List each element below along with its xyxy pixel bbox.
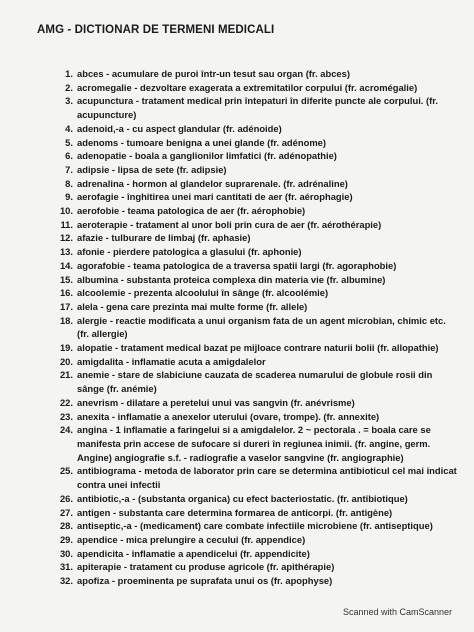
list-item <box>55 94 460 121</box>
entry-text: alcoolemie - prezenta alcoolului în sânge (fr. alcoolémie) <box>77 287 329 299</box>
entry-text: apiterapie - tratament cu produse agricole (fr. apithérapie) <box>77 561 335 573</box>
list-item <box>55 341 460 355</box>
entry-number: 2. <box>65 81 73 93</box>
list-item <box>55 67 460 81</box>
entry-text: adipsie - lipsa de sete (fr. adipsie) <box>77 163 227 175</box>
entry-number: 17. <box>59 300 73 312</box>
entry-text: antiseptic,-a - (medicament) care combate infectiile microbiene (fr. antiseptique) <box>77 520 433 532</box>
entry-number: 1. <box>65 68 73 79</box>
list-item <box>55 506 460 520</box>
entry-number: 12. <box>59 232 73 244</box>
list-item <box>55 314 460 341</box>
entry-text: adenoid,-a - cu aspect glandular (fr. adénoide) <box>77 122 282 134</box>
entry-text: adenopatie - boala a ganglionilor limfatici (fr. adénopathie) <box>77 150 337 162</box>
entry-number: 29. <box>59 533 73 545</box>
entry-text: adenoms - tumoare benigna a unei glande (fr. adénome) <box>77 136 326 148</box>
entry-number: 9. <box>65 191 73 203</box>
list-item <box>55 410 460 424</box>
list-item <box>55 190 460 204</box>
entry-number: 16. <box>59 287 73 299</box>
list-item <box>55 177 460 191</box>
entry-number: 25. <box>59 465 73 477</box>
list-item <box>55 273 460 287</box>
list-item <box>55 286 460 300</box>
entry-number: 27. <box>59 506 73 518</box>
list-item <box>55 547 460 561</box>
entry-text: aerofagie - înghitirea unei mari cantitati de aer (fr. aérophagie) <box>77 191 353 203</box>
entry-text: acupunctura - tratament medical prin întepaturi în diferite puncte ale corpului. (fr. acupuncture) <box>77 95 438 121</box>
entry-number: 32. <box>59 575 73 587</box>
entry-text: afazie - tulburare de limbaj (fr. aphasie) <box>77 232 251 244</box>
list-item <box>55 245 460 259</box>
list-item <box>55 492 460 506</box>
entry-number: 8. <box>65 177 73 189</box>
entry-number: 26. <box>59 492 73 504</box>
entry-text: antigen - substanta care determina formarea de anticorpi. (fr. antigène) <box>77 506 393 518</box>
entry-number: 3. <box>65 95 73 107</box>
entry-number: 10. <box>59 205 73 217</box>
list-item <box>55 574 460 588</box>
list-item <box>55 368 460 395</box>
entry-number: 11. <box>60 218 73 230</box>
entry-text: aeroterapie - tratament al unor boli prin cura de aer (fr. aérothérapie) <box>77 218 382 230</box>
entry-text: agorafobie - teama patologica de a traversa spatii largi (fr. agoraphobie) <box>77 259 397 271</box>
entry-text: anevrism - dilatare a peretelui unui vas sangvin (fr. anévrisme) <box>77 396 355 408</box>
entry-text: alopatie - tratament medical bazat pe mijloace contrare naturii bolii (fr. allopathie) <box>77 342 439 354</box>
entry-text: antibiotic,-a - (substanta organica) cu efect bacteriostatic. (fr. antibiotique) <box>77 492 408 504</box>
list-item <box>55 231 460 245</box>
entry-number: 13. <box>59 246 73 258</box>
entry-text: apendice - mica prelungire a cecului (fr. appendice) <box>77 533 306 545</box>
entry-number: 21. <box>59 369 73 381</box>
list-item <box>55 149 460 163</box>
list-item <box>55 136 460 150</box>
entry-number: 30. <box>59 547 73 559</box>
entry-number: 28. <box>59 520 73 532</box>
list-item <box>55 355 460 369</box>
entry-text: angina - 1 inflamatie a faringelui si a amigdalelor. 2 ~ pectorala . = boala care se manifesta prin accese de sufocare si dureri în regiunea inimii. (fr. angine, germ. Angine) angiografie s.f. - radiografie a vaselor sangvine (fr. angiographie) <box>77 424 431 463</box>
list-item <box>55 300 460 314</box>
list-item <box>55 396 460 410</box>
entry-number: 14. <box>59 259 73 271</box>
entry-number: 31. <box>59 561 73 573</box>
entry-text: anexita - inflamatie a anexelor uterului (ovare, trompe). (fr. annexite) <box>77 410 380 422</box>
list-item <box>55 423 460 464</box>
entry-number: 19. <box>59 342 73 354</box>
entry-text: apendicita - inflamatie a apendicelui (fr. appendicite) <box>77 547 310 559</box>
entry-number: 23. <box>59 410 73 422</box>
entry-text: antibiograma - metoda de laborator prin care se determina antibioticul cel mai indicat contra unei infectii <box>77 465 457 491</box>
entry-number: 15. <box>59 273 73 285</box>
entry-number: 20. <box>59 355 73 367</box>
list-item <box>55 519 460 533</box>
list-item <box>55 218 460 232</box>
page-title: AMG - DICTIONAR DE TERMENI MEDICALI <box>37 24 275 36</box>
entry-number: 7. <box>65 163 73 175</box>
list-item <box>55 81 460 95</box>
entry-text: apofiza - proeminenta pe suprafata unui os (fr. apophyse) <box>77 575 333 587</box>
list-item <box>55 464 460 491</box>
entry-text: acromegalie - dezvoltare exagerata a extremitatilor corpului (fr. acromégalie) <box>77 81 418 93</box>
list-item <box>55 560 460 574</box>
list-item <box>55 533 460 547</box>
entry-number: 24. <box>59 424 73 436</box>
entry-number: 5. <box>65 136 73 148</box>
entry-text: albumina - substanta proteica complexa din materia vie (fr. albumine) <box>77 273 386 285</box>
entry-text: abces - acumulare de puroi într-un tesut sau organ (fr. abces) <box>77 68 350 79</box>
entry-number: 22. <box>59 396 73 408</box>
entry-number: 4. <box>65 122 73 134</box>
list-item <box>55 163 460 177</box>
list-item <box>55 122 460 136</box>
entry-text: alela - gena care prezinta mai multe forme (fr. allele) <box>77 300 308 312</box>
entry-text: adrenalina - hormon al glandelor suprarenale. (fr. adrénaline) <box>77 177 348 189</box>
entry-text: anemie - stare de slabiciune cauzata de scaderea numarului de globule rosii din sânge (fr. anémie) <box>77 369 433 395</box>
entry-number: 18. <box>59 314 73 326</box>
scanner-watermark: Scanned with CamScanner <box>342 607 452 617</box>
term-list <box>55 67 460 588</box>
entry-number: 6. <box>65 150 73 162</box>
list-item <box>55 204 460 218</box>
entry-text: amigdalita - inflamatie acuta a amigdalelor <box>77 355 266 367</box>
entry-text: afonie - pierdere patologica a glasului (fr. aphonie) <box>77 246 302 258</box>
entry-text: aerofobie - teama patologica de aer (fr. aérophobie) <box>77 205 306 217</box>
list-item <box>55 259 460 273</box>
entry-text: alergie - reactie modificata a unui organism fata de un agent microbian, chimic etc. (fr. allergie) <box>77 314 446 340</box>
